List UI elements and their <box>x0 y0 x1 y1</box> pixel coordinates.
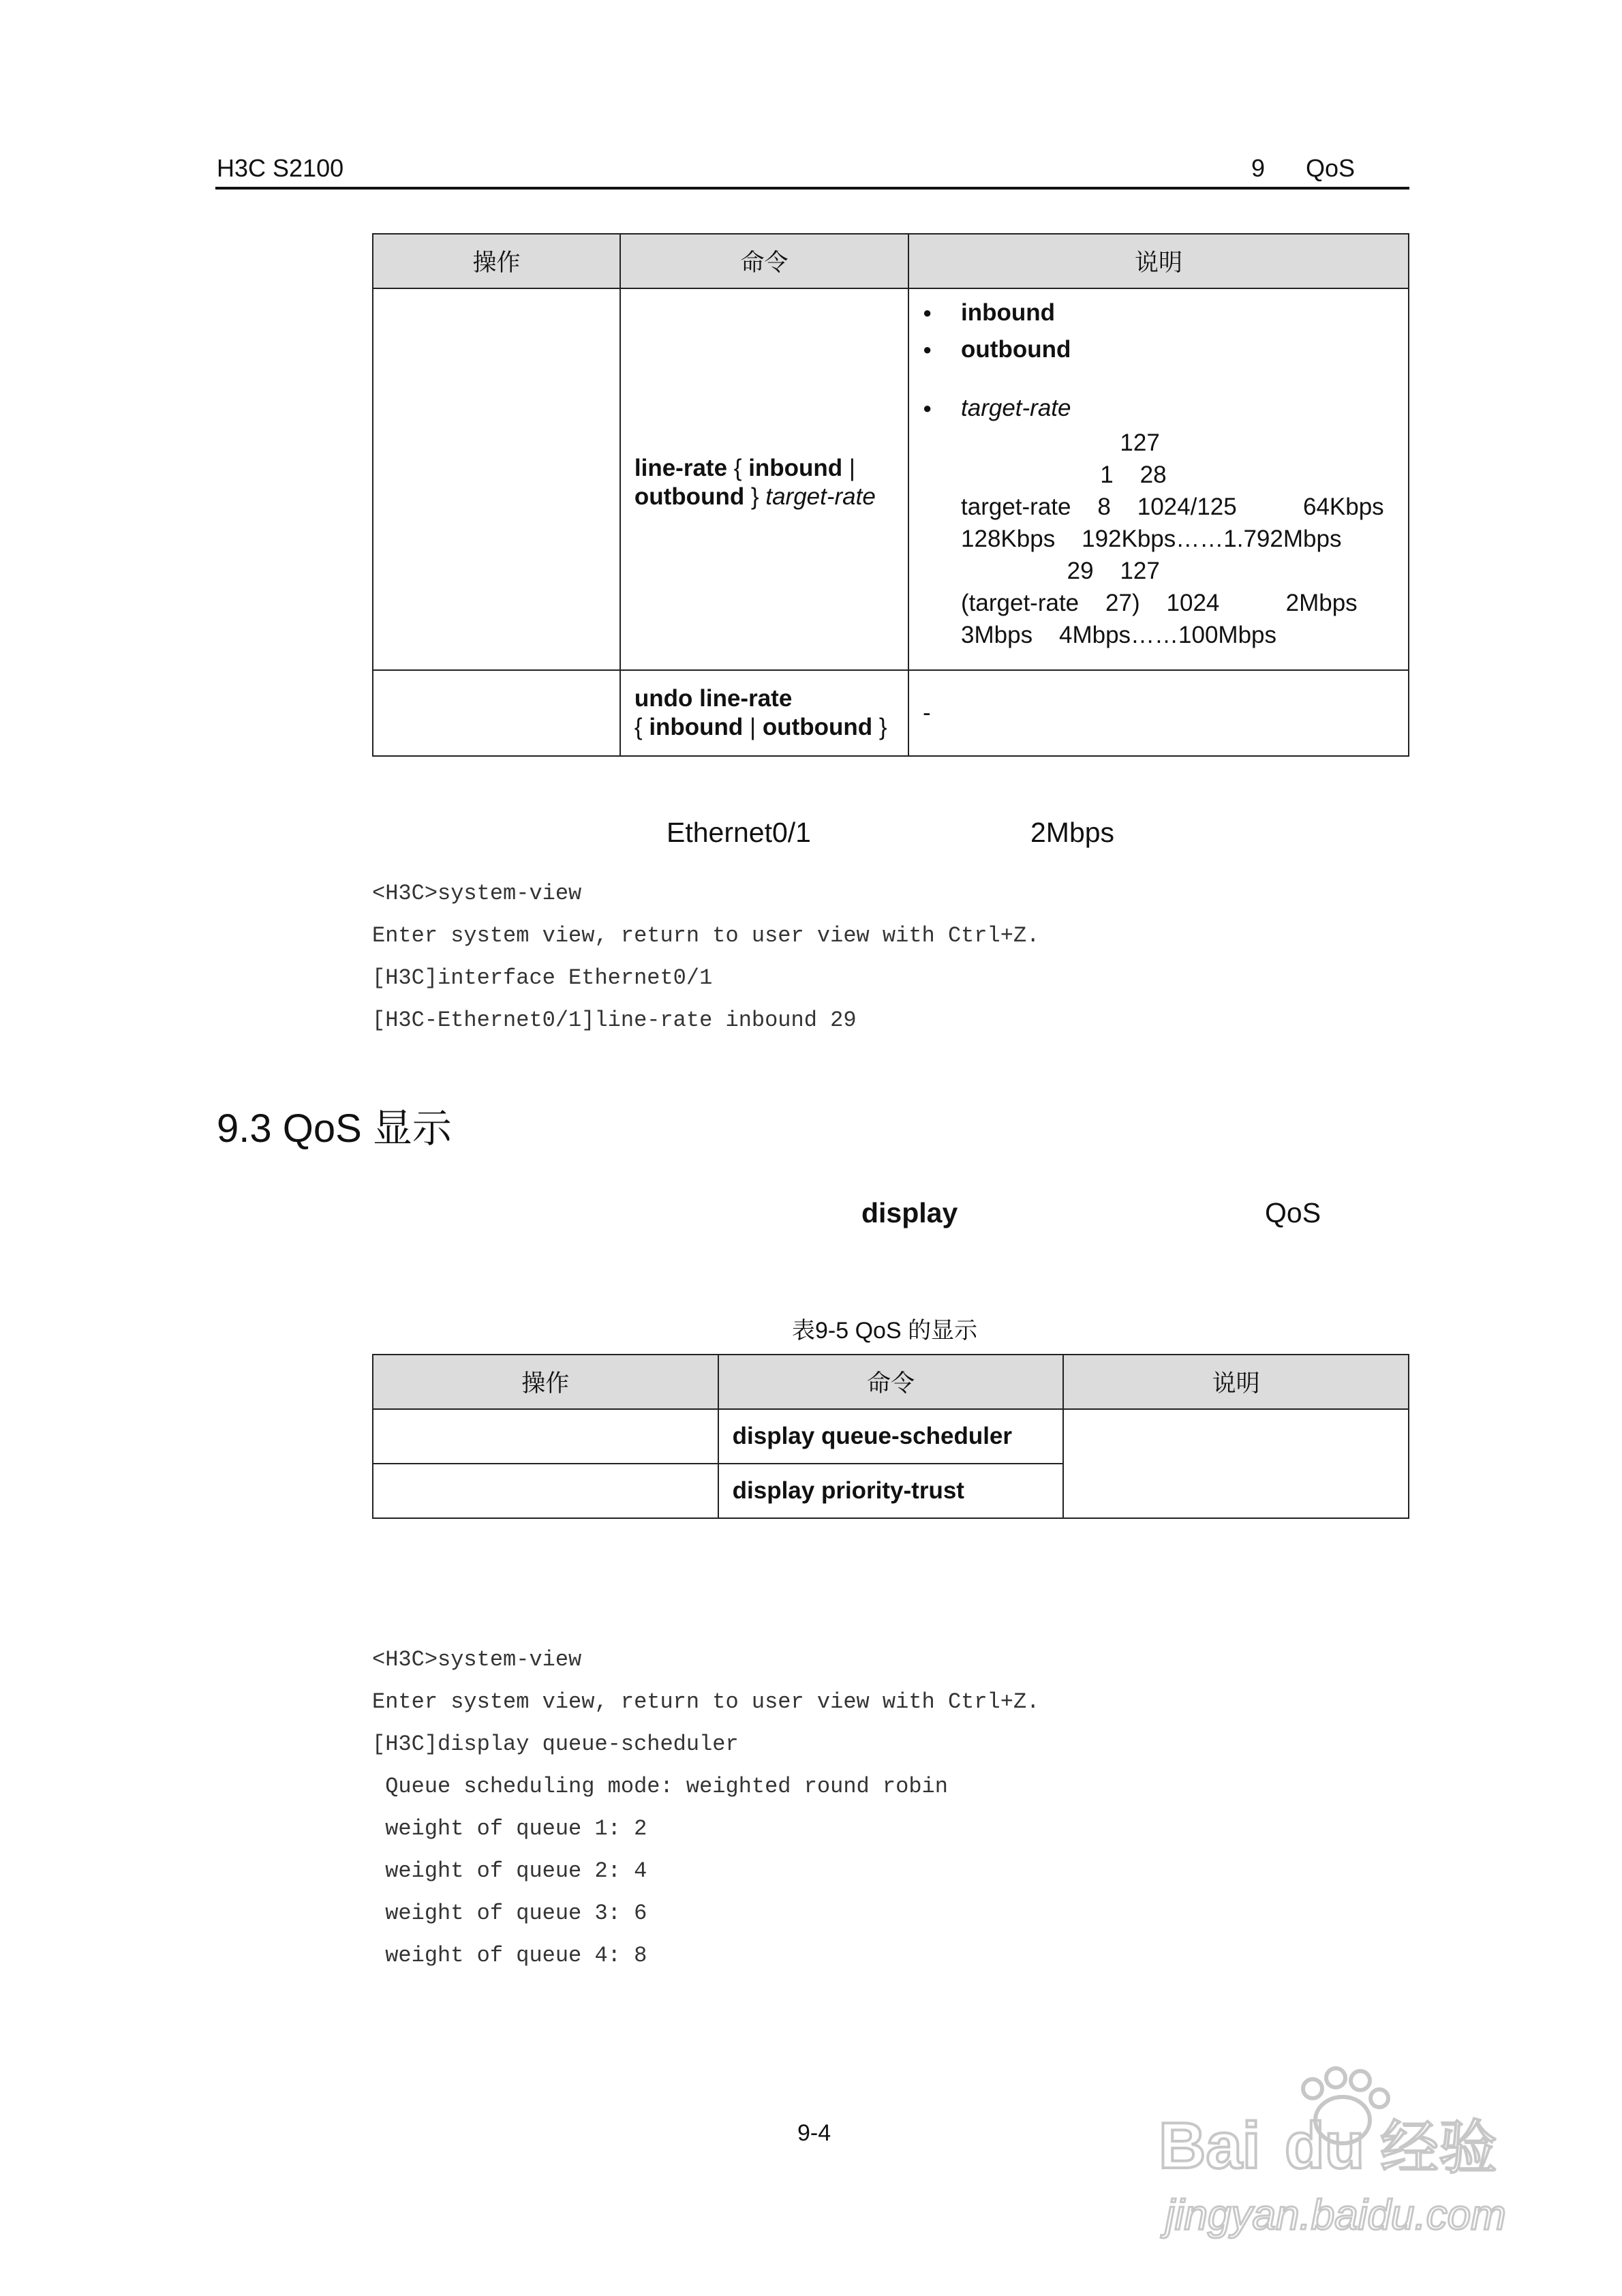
code-line: Queue scheduling mode: weighted round robin <box>372 1774 948 1799</box>
cmd-brace: } <box>744 483 766 510</box>
header-rule <box>215 187 1409 190</box>
command-cell: display queue-scheduler <box>718 1409 1064 1464</box>
code-line: [H3C]display queue-scheduler <box>372 1732 739 1757</box>
intro-display-keyword: display <box>861 1197 958 1228</box>
cmd-keyword: undo line-rate <box>634 685 793 712</box>
svg-text:du: du <box>1285 2109 1365 2182</box>
cmd-brace: } <box>872 714 887 740</box>
cmd-brace: { <box>727 455 749 481</box>
bullet-item: ● outbound <box>923 331 1394 368</box>
cmd-keyword: outbound <box>762 714 873 740</box>
code-line: weight of queue 3: 6 <box>372 1901 647 1926</box>
operation-cell <box>373 670 620 756</box>
code-line: [H3C-Ethernet0/1]line-rate inbound 29 <box>372 1008 857 1033</box>
page-number: 9-4 <box>797 2120 831 2146</box>
header-chapter <box>1251 154 1355 183</box>
desc-line: (target-rate 27) 1024 2Mbps <box>961 590 1358 616</box>
operation-cell <box>373 288 620 670</box>
example-interface: Ethernet0/1 <box>667 817 811 848</box>
desc-line: 127 <box>961 429 1160 456</box>
table-row <box>373 288 1409 670</box>
col-header-command: 命令 <box>718 1355 1064 1409</box>
code-line: Enter system view, return to user view with Ctrl+Z. <box>372 923 1040 948</box>
svg-text:经验: 经验 <box>1380 2114 1497 2182</box>
watermark-brand: Bai <box>1159 2109 1261 2182</box>
col-header-command: 命令 <box>620 234 908 288</box>
desc-line: target-rate 8 1024/125 64Kbps <box>961 494 1384 520</box>
chapter-number: 9 <box>1251 154 1266 182</box>
bullet-item: ● inbound <box>923 294 1394 331</box>
cmd-arg: target-rate <box>765 483 876 510</box>
desc-line: 29 127 <box>961 558 1160 584</box>
desc-line: 128Kbps 192Kbps……1.792Mbps <box>961 526 1342 552</box>
command-cell <box>620 288 908 670</box>
code-line: weight of queue 1: 2 <box>372 1816 647 1841</box>
command-cell <box>620 670 908 756</box>
description-cell: - <box>908 670 1409 756</box>
code-line: weight of queue 2: 4 <box>372 1858 647 1884</box>
col-header-description: 说明 <box>1063 1355 1409 1409</box>
example-rate: 2Mbps <box>1030 817 1115 848</box>
bullet-item: ● target-rate <box>923 390 1394 427</box>
table-caption: 表9-5 QoS 的显示 <box>792 1318 978 1344</box>
header-product: H3C S2100 <box>217 154 344 182</box>
code-line: <H3C>system-view <box>372 1647 582 1672</box>
qos-display-table <box>372 1354 1409 1519</box>
line-rate-table <box>372 233 1409 757</box>
table-row <box>373 670 1409 756</box>
cmd-sep: | <box>842 455 856 481</box>
watermark-url: jingyan.baidu.com <box>1165 2192 1506 2239</box>
cmd-keyword: inbound <box>649 714 744 740</box>
baidu-jingyan-watermark <box>1152 2066 1533 2250</box>
col-header-operation: 操作 <box>373 234 620 288</box>
col-header-operation: 操作 <box>373 1355 718 1409</box>
desc-line: 1 28 <box>961 462 1167 488</box>
cmd-brace: { <box>634 714 649 740</box>
chapter-title: QoS <box>1306 154 1356 182</box>
cmd-keyword: inbound <box>748 455 843 481</box>
cmd-sep: | <box>743 714 763 740</box>
cmd-keyword: line-rate <box>634 455 728 481</box>
description-cell <box>908 288 1409 670</box>
section-heading: 9.3 QoS 显示 <box>217 1106 452 1151</box>
code-line: [H3C]interface Ethernet0/1 <box>372 965 713 991</box>
operation-cell <box>373 1409 718 1464</box>
code-line: <H3C>system-view <box>372 881 582 906</box>
command-cell: display priority-trust <box>718 1464 1064 1518</box>
intro-qos: QoS <box>1265 1197 1321 1228</box>
code-line: weight of queue 4: 8 <box>372 1943 647 1968</box>
col-header-description: 说明 <box>908 234 1409 288</box>
desc-line: 3Mbps 4Mbps……100Mbps <box>961 622 1277 648</box>
operation-cell <box>373 1464 718 1518</box>
description-cell <box>1063 1409 1409 1518</box>
code-line: Enter system view, return to user view with Ctrl+Z. <box>372 1689 1040 1715</box>
table-row <box>373 1409 1409 1464</box>
cmd-keyword: outbound <box>634 483 745 510</box>
